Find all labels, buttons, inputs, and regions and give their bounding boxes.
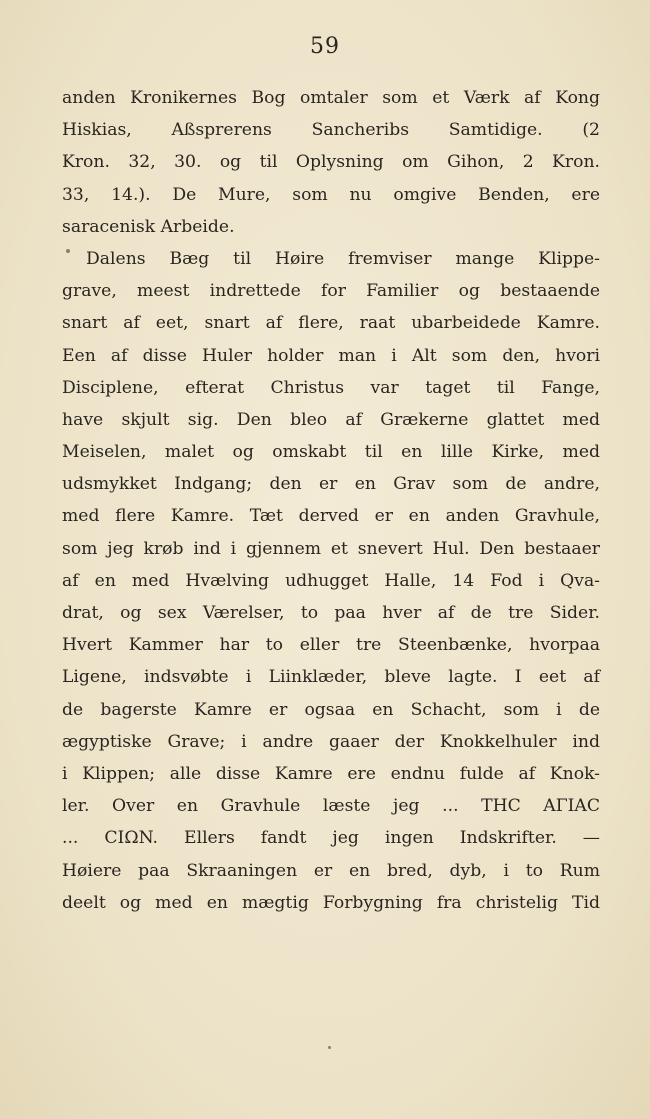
text-line: grave, meest indrettede for Familier og bestaaende	[62, 281, 600, 302]
text-line: deelt og med en mægtig Forbygning fra christelig Tid	[62, 892, 600, 913]
body-text	[62, 82, 600, 919]
text-line: i Klippen; alle disse Kamre ere endnu fulde af Knok-	[62, 763, 600, 784]
text-line: Hvert Kammer har to eller tre Steenbænke, hvorpaa	[62, 635, 600, 656]
text-line: udsmykket Indgang; den er en Grav som de andre,	[62, 474, 600, 495]
text-line: ler. Over en Gravhule læste jeg ... THC ΑΓΙΑC	[62, 796, 600, 817]
text-line: drat, og sex Værelser, to paa hver af de tre Sider.	[62, 603, 600, 623]
text-line: Een af disse Huler holder man i Alt som den, hvori	[62, 345, 600, 366]
text-line: have skjult sig. Den bleo af Grækerne glattet med	[62, 409, 600, 430]
text-line: ægyptiske Grave; i andre gaaer der Knokkelhuler ind	[62, 731, 600, 752]
text-line: 33, 14.). De Mure, som nu omgive Benden, ere	[62, 184, 600, 205]
text-line: snart af eet, snart af flere, raat ubarbeidede Kamre.	[62, 313, 600, 334]
text-line: anden Kronikernes Bog omtaler som et Værk af Kong	[62, 88, 600, 108]
page-number: 59	[310, 34, 340, 59]
text-line: Høiere paa Skraaningen er en bred, dyb, i to Rum	[62, 860, 600, 881]
text-line: med flere Kamre. Tæt derved er en anden Gravhule,	[62, 506, 600, 527]
text-line: Meiselen, malet og omskabt til en lille Kirke, med	[62, 442, 600, 463]
text-line: de bagerste Kamre er ogsaa en Schacht, som i de	[62, 699, 600, 720]
ink-speck	[328, 1046, 331, 1049]
text-line: Dalens Bæg til Høire fremviser mange Klippe-	[86, 248, 600, 269]
text-line: saracenisk Arbeide.	[62, 216, 235, 237]
text-line: ... CIΩN. Ellers fandt jeg ingen Indskrifter. —	[62, 828, 600, 849]
text-line: Kron. 32, 30. og til Oplysning om Gihon, 2 Kron.	[62, 152, 600, 173]
text-line: af en med Hvælving udhugget Halle, 14 Fod i Qva-	[62, 570, 600, 591]
text-line: Disciplene, efterat Christus var taget til Fange,	[62, 377, 600, 398]
text-line: Ligene, indsvøbte i Liinklæder, bleve lagte. I eet af	[62, 667, 600, 688]
text-line: som jeg krøb ind i gjennem et snevert Hul. Den bestaaer	[62, 538, 600, 559]
text-line: Hiskias, Aßsprerens Sancheribs Samtidige. (2	[62, 120, 600, 141]
